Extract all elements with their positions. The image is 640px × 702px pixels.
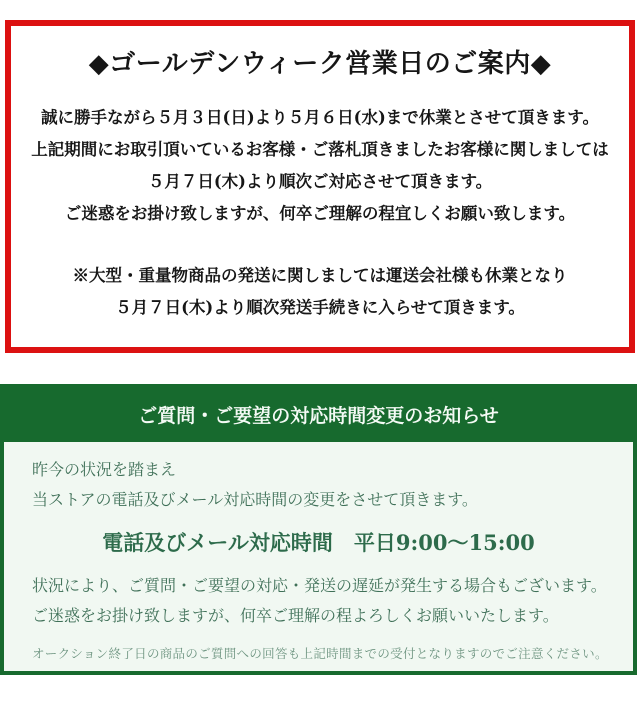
notice-line: ５月７日(木)より順次ご対応させて頂きます。 (147, 171, 493, 191)
golden-week-notice-box (5, 20, 635, 353)
notice-line: ５月７日(木)より順次発送手続きに入らせて頂きます。 (115, 297, 525, 317)
support-hours-time-value: 平日9:00～15:00 (353, 530, 535, 555)
support-hours-footnote: オークション終了日の商品のご質問への回答も上記時間までの受付となりますのでご注意ください。 (32, 646, 608, 661)
support-hours-intro (4, 455, 633, 515)
support-hours-time (4, 527, 633, 557)
support-hours-body (4, 442, 633, 662)
notice-line: ご迷惑をお掛け致しますが、何卒ご理解の程よろしくお願いいたします。 (32, 606, 559, 625)
notice-line: 状況により、ご質問・ご要望の対応・発送の遅延が発生する場合もございます。 (32, 576, 607, 595)
notice-line: 当ストアの電話及びメール対応時間の変更をさせて頂きます。 (32, 490, 478, 509)
support-hours-header: ご質問・ご要望の対応時間変更のお知らせ (4, 388, 633, 442)
shipping-note (11, 260, 629, 324)
golden-week-title: ◆ゴールデンウィーク営業日のご案内◆ (88, 49, 552, 79)
golden-week-body (11, 102, 629, 230)
support-hours-caution (4, 571, 633, 631)
support-hours-notice-box (0, 384, 637, 675)
notice-line: ご迷惑をお掛け致しますが、何卒ご理解の程宜しくお願い致します。 (64, 203, 576, 223)
notice-line: 昨今の状況を踏まえ (32, 460, 177, 479)
notice-line: 上記期間にお取引頂いているお客様・ご落札頂きましたお客様に関しましては (31, 139, 609, 159)
notice-line: ※大型・重量物商品の発送に関しましては運送会社様も休業となり (72, 265, 568, 285)
support-hours-time-label: 電話及びメール対応時間 (102, 530, 333, 555)
notice-line: 誠に勝手ながら５月３日(日)より５月６日(水)まで休業とさせて頂きます。 (41, 107, 599, 127)
